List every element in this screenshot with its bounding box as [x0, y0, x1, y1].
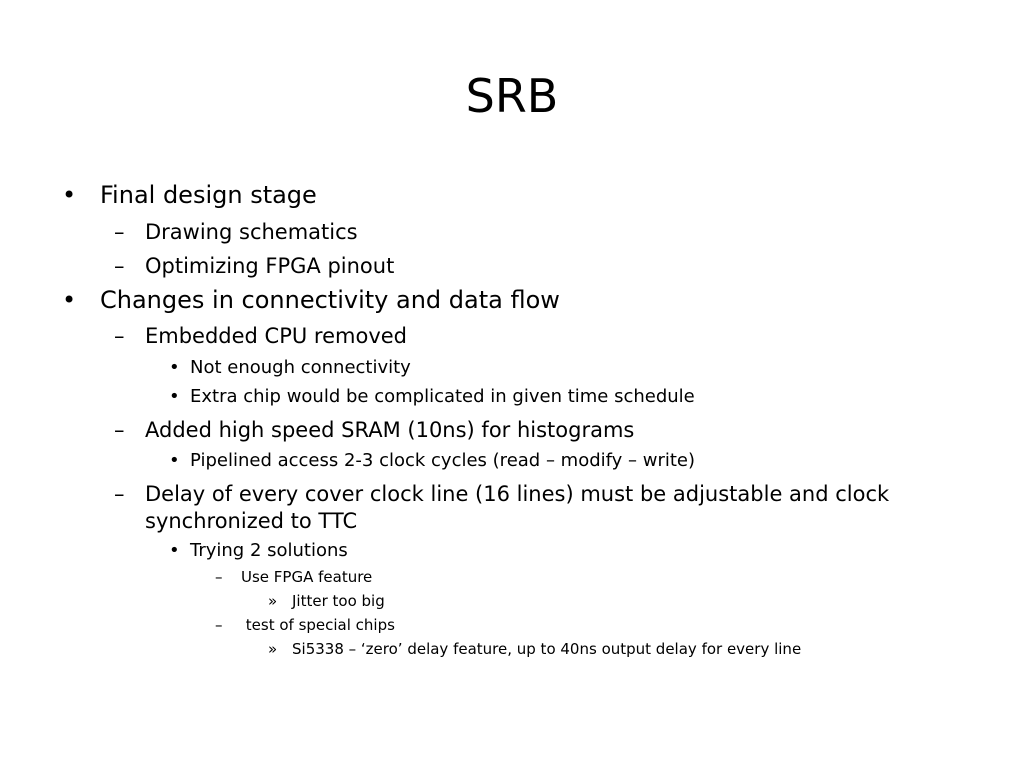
bullet-text: Pipelined access 2-3 clock cycles (read – modify – write) [190, 450, 696, 471]
bullet-marker: • [169, 386, 180, 407]
bullet-text: Extra chip would be complicated in given time schedule [190, 386, 695, 407]
bullet-text: Delay of every cover clock line (16 lines) must be adjustable and clock [145, 482, 890, 506]
bullet-marker: • [62, 286, 77, 314]
dash-marker: – [114, 482, 125, 506]
bullet-text-continuation: synchronized to TTC [145, 509, 358, 533]
dash-marker: – [114, 254, 125, 278]
bullet-text: Use FPGA feature [241, 568, 373, 586]
bullet-text: Trying 2 solutions [190, 540, 348, 561]
bullet-text: Jitter too big [292, 592, 385, 610]
chevron-marker: » [268, 640, 278, 658]
dash-marker: – [215, 568, 223, 586]
bullet-marker: • [169, 450, 180, 471]
bullet-marker: • [169, 540, 180, 561]
dash-marker: – [114, 324, 125, 348]
bullet-text: Drawing schematics [145, 220, 358, 244]
bullet-text: Final design stage [100, 181, 317, 209]
bullet-text: Changes in connectivity and data flow [100, 286, 560, 314]
bullet-text: Embedded CPU removed [145, 324, 408, 348]
bullet-marker: • [62, 181, 77, 209]
bullet-text: Si5338 – ‘zero’ delay feature, up to 40ns output delay for every line [292, 640, 802, 658]
bullet-text: Not enough connectivity [190, 357, 411, 378]
bullet-text: test of special chips [241, 616, 395, 634]
bullet-text: Added high speed SRAM (10ns) for histograms [145, 418, 635, 442]
slide-title: SRB [465, 69, 559, 123]
dash-marker: – [114, 418, 125, 442]
bullet-marker: • [169, 357, 180, 378]
bullet-text: Optimizing FPGA pinout [145, 254, 395, 278]
chevron-marker: » [268, 592, 278, 610]
dash-marker: – [215, 616, 223, 634]
dash-marker: – [114, 220, 125, 244]
